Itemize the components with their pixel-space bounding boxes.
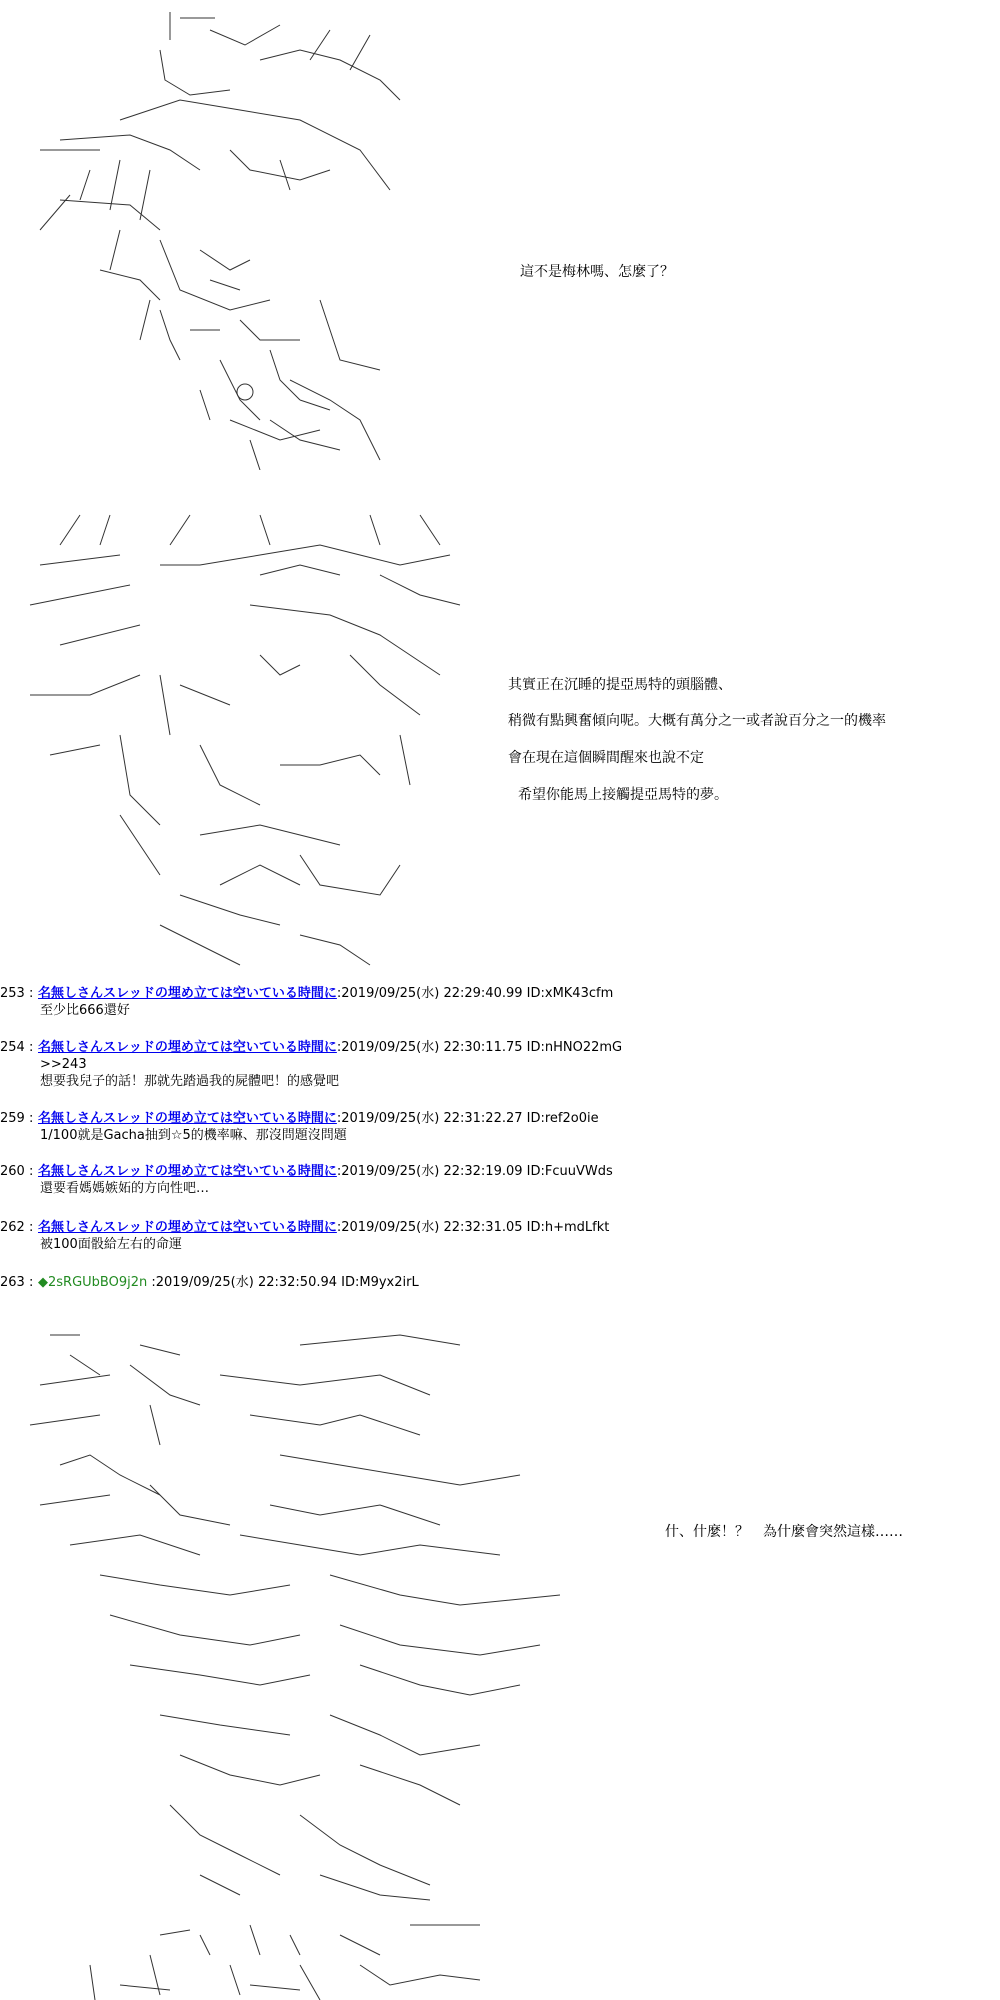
poster-name-link[interactable]: 名無しさんスレッドの埋め立ては空いている時間に (38, 1111, 337, 1126)
speech-line-2d: 希望你能馬上接觸提亞馬特的夢。 (518, 787, 728, 803)
speech-line-2b: 稍微有點興奮傾向呢。大概有萬分之一或者說百分之一的機率 (508, 713, 886, 729)
post-body-line: 1/100就是Gacha抽到☆5的機率嘛、那沒問題沒問題 (40, 1128, 347, 1143)
post-262 (0, 1219, 609, 1253)
ascii-art-figure-3 (0, 1315, 600, 1905)
post-meta: :2019/09/25(水) 22:32:31.05 ID:h+mdLfkt (336, 1220, 610, 1235)
post-meta: :2019/09/25(水) 22:29:40.99 ID:xMK43cfm (336, 986, 614, 1001)
post-254 (0, 1039, 622, 1090)
poster-name-link[interactable]: 名無しさんスレッドの埋め立ては空いている時間に (38, 1164, 337, 1179)
post-number: 262 : (0, 1220, 34, 1235)
post-number: 260 : (0, 1164, 34, 1179)
post-260 (0, 1163, 613, 1197)
poster-name-link[interactable]: 名無しさんスレッドの埋め立ては空いている時間に (38, 1220, 337, 1235)
poster-name-link[interactable]: 名無しさんスレッドの埋め立ては空いている時間に (38, 1040, 337, 1055)
speech-line-3: 什、什麼！？ 為什麼會突然這樣…… (665, 1524, 903, 1540)
ascii-art-figure-2 (0, 505, 470, 975)
poster-name-link[interactable]: 名無しさんスレッドの埋め立ては空いている時間に (38, 986, 337, 1001)
post-meta: :2019/09/25(水) 22:30:11.75 ID:nHNO22mG (336, 1040, 623, 1055)
post-number: 259 : (0, 1111, 34, 1126)
speech-line-2c: 會在現在這個瞬間醒來也說不定 (508, 750, 704, 766)
ascii-art-figure-4 (0, 1915, 520, 2000)
post-body-line: 被100面骰給左右的命運 (40, 1237, 182, 1252)
post-reply-link[interactable]: >>243 (40, 1057, 87, 1072)
post-body-line: 至少比666還好 (40, 1003, 130, 1018)
post-253 (0, 985, 613, 1019)
post-body-line: 想要我兒子的話！那就先踏過我的屍體吧！的感覺吧 (40, 1074, 340, 1089)
post-meta: :2019/09/25(水) 22:31:22.27 ID:ref2o0ie (336, 1111, 599, 1126)
post-263 (0, 1274, 419, 1291)
poster-trip: ◆2sRGUbBO9j2n (38, 1275, 148, 1290)
post-number: 253 : (0, 986, 34, 1001)
post-meta: :2019/09/25(水) 22:32:50.94 ID:M9yx2irL (147, 1275, 419, 1290)
speech-line-1: 這不是梅林嗎、怎麼了？ (520, 264, 674, 280)
post-number: 254 : (0, 1040, 34, 1055)
ascii-art-figure-1 (0, 0, 470, 470)
post-259 (0, 1110, 599, 1144)
post-number: 263 : (0, 1275, 34, 1290)
post-meta: :2019/09/25(水) 22:32:19.09 ID:FcuuVWds (336, 1164, 613, 1179)
speech-line-2a: 其實正在沉睡的提亞馬特的頭腦體、 (508, 677, 732, 693)
post-body-line: 還要看媽媽嫉妬的方向性吧… (40, 1181, 210, 1196)
